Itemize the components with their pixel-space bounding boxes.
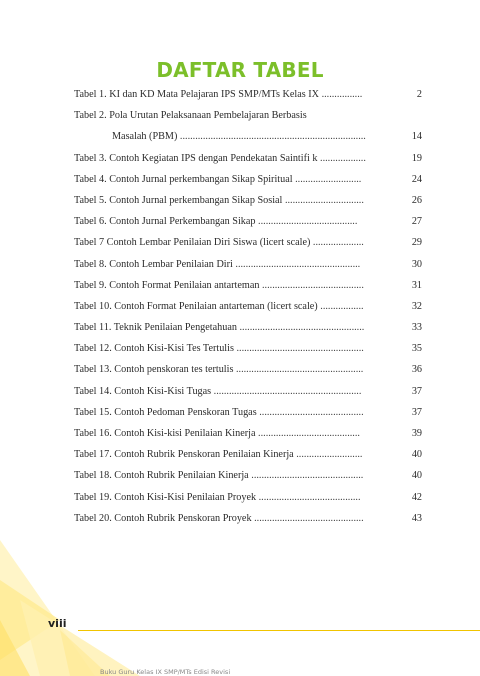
toc-entry bbox=[74, 105, 422, 126]
toc-entry bbox=[74, 317, 422, 338]
entry-page: 30 bbox=[411, 258, 422, 270]
entry-page: 29 bbox=[411, 237, 422, 249]
toc-entry bbox=[74, 359, 422, 380]
entry-label: Tabel 10. Contoh Format Penilaian antarteman (licert scale) bbox=[74, 300, 318, 312]
entry-page: 14 bbox=[411, 131, 422, 143]
leader-dots: ........................................ bbox=[256, 491, 361, 503]
entry-label: Tabel 13. Contoh penskoran tes tertulis bbox=[74, 364, 234, 376]
entry-label: Tabel 19. Contoh Kisi-Kisi Penilaian Proyek bbox=[74, 491, 257, 503]
entry-page: 19 bbox=[411, 152, 422, 164]
entry-label: Tabel 7 Contoh Lembar Penilaian Diri Siswa (licert scale) bbox=[74, 237, 311, 249]
entry-label: Tabel 4. Contoh Jurnal perkembangan Sikap Spiritual bbox=[74, 173, 293, 185]
entry-label: Tabel 1. KI dan KD Mata Pelajaran IPS SMP/MTs Kelas IX bbox=[74, 89, 320, 100]
entry-page: 31 bbox=[411, 279, 422, 291]
entry-page: 26 bbox=[411, 194, 422, 206]
entry-label: Tabel 14. Contoh Kisi-Kisi Tugas bbox=[74, 385, 212, 397]
entry-page: 43 bbox=[411, 512, 422, 524]
toc-entry bbox=[74, 169, 422, 190]
entry-page: 40 bbox=[411, 470, 422, 482]
entry-page: 37 bbox=[411, 385, 422, 397]
entry-page: 33 bbox=[411, 322, 422, 334]
entry-page: 39 bbox=[411, 428, 422, 439]
leader-dots: ......................................... bbox=[256, 406, 364, 418]
footer-book-title: Buku Guru Kelas IX SMP/MTs Edisi Revisi bbox=[100, 668, 231, 676]
entry-page: 24 bbox=[411, 173, 422, 185]
leader-dots: ......................................................................... bbox=[177, 131, 366, 143]
entry-label: Tabel 12. Contoh Kisi-Kisi Tes Tertulis bbox=[74, 343, 234, 355]
leader-dots: ................. bbox=[317, 300, 364, 312]
toc-entry bbox=[74, 275, 422, 296]
toc-entry bbox=[74, 84, 422, 105]
entry-label: Tabel 9. Contoh Format Penilaian antarteman bbox=[74, 279, 260, 291]
leader-dots: ........................................ bbox=[255, 428, 360, 439]
entry-page: 35 bbox=[411, 343, 422, 355]
toc-entry bbox=[74, 381, 422, 402]
entry-label: Tabel 6. Contoh Jurnal Perkembangan Sikap bbox=[74, 216, 256, 228]
entry-page: 2 bbox=[416, 89, 422, 100]
toc-entry bbox=[74, 190, 422, 211]
footer-divider bbox=[78, 630, 480, 631]
leader-dots: ........................................... bbox=[251, 512, 364, 524]
leader-dots: ................................................. bbox=[236, 322, 365, 334]
page-title: DAFTAR TABEL bbox=[156, 58, 324, 82]
toc-entry bbox=[74, 423, 422, 444]
page-number: viii bbox=[48, 617, 67, 630]
leader-dots: .................... bbox=[310, 237, 364, 249]
leader-dots: .................................................. bbox=[233, 364, 364, 376]
toc-entry bbox=[74, 465, 422, 486]
leader-dots: ........................................ bbox=[259, 279, 364, 291]
toc-entry bbox=[74, 232, 422, 253]
leader-dots: .................................................. bbox=[233, 343, 364, 355]
toc-entry bbox=[74, 444, 422, 465]
toc-entry bbox=[74, 211, 422, 232]
toc-entry bbox=[74, 254, 422, 275]
leader-dots: .......................... bbox=[292, 173, 362, 185]
entry-label: Tabel 8. Contoh Lembar Penilaian Diri bbox=[74, 258, 233, 270]
entry-label: Tabel 2. Pola Urutan Pelaksanaan Pembelajaran Berbasis bbox=[74, 110, 307, 122]
toc-entry bbox=[74, 338, 422, 359]
toc-entry bbox=[74, 148, 422, 169]
entry-page: 42 bbox=[411, 491, 422, 503]
entry-label: Masalah (PBM) bbox=[112, 131, 178, 143]
entry-page: 36 bbox=[411, 364, 422, 376]
leader-dots: ................ bbox=[319, 89, 363, 100]
entry-label: Tabel 18. Contoh Rubrik Penilaian Kinerja bbox=[74, 470, 249, 482]
leader-dots: ....................................... bbox=[255, 216, 358, 228]
leader-dots: .......................... bbox=[293, 449, 363, 461]
entry-label: Tabel 15. Contoh Pedoman Penskoran Tugas bbox=[74, 406, 257, 418]
entry-page: 40 bbox=[411, 449, 422, 461]
entry-label: Tabel 17. Contoh Rubrik Penskoran Penilaian Kinerja bbox=[74, 449, 294, 461]
entry-label: Tabel 11. Teknik Penilaian Pengetahuan bbox=[74, 322, 237, 334]
toc-entry bbox=[74, 487, 422, 508]
entry-label: Tabel 16. Contoh Kisi-kisi Penilaian Kinerja bbox=[74, 428, 256, 439]
leader-dots: ............................................ bbox=[248, 470, 364, 482]
leader-dots: .................. bbox=[317, 152, 366, 164]
entry-page: 27 bbox=[411, 216, 422, 228]
entry-label: Tabel 5. Contoh Jurnal perkembangan Sikap Sosial bbox=[74, 194, 283, 206]
leader-dots: ................................................. bbox=[232, 258, 361, 270]
toc-entry-continuation bbox=[74, 126, 422, 147]
entry-page: 37 bbox=[411, 406, 422, 418]
leader-dots: ............................... bbox=[282, 194, 364, 206]
leader-dots: .......................................................... bbox=[211, 385, 362, 397]
toc-entry bbox=[74, 508, 422, 529]
table-of-tables bbox=[74, 84, 422, 529]
toc-entry bbox=[74, 296, 422, 317]
entry-page: 32 bbox=[411, 300, 422, 312]
toc-entry bbox=[74, 402, 422, 423]
entry-label: Tabel 20. Contoh Rubrik Penskoran Proyek bbox=[74, 512, 252, 524]
entry-label: Tabel 3. Contoh Kegiatan IPS dengan Pendekatan Saintifi k bbox=[74, 152, 318, 164]
